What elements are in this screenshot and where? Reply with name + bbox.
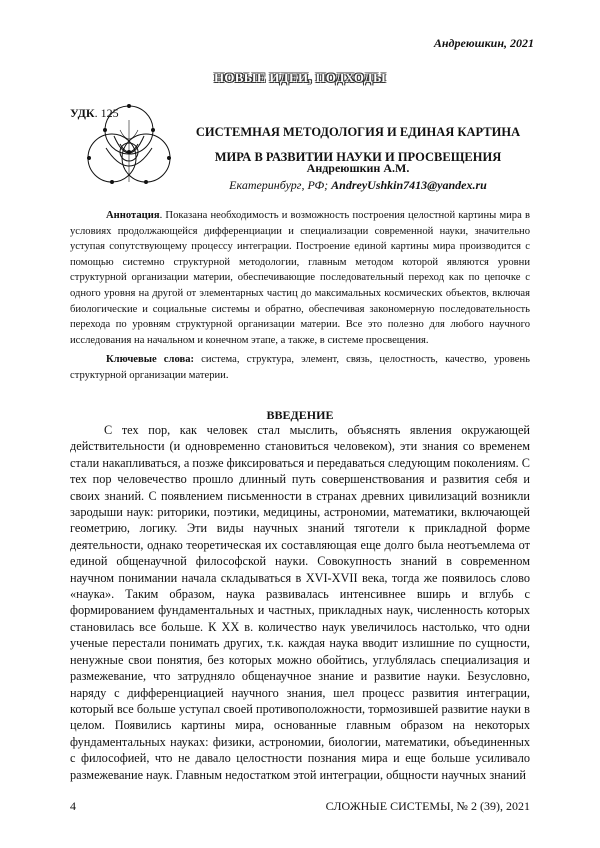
- introduction-paragraph: С тех пор, как человек стал мыслить, объяснять явления окружающей действительности (и одновременно становиться человеком), эти знания со временем стали накапливаться, а позже фиксироваться и передаваться следующим поколениям. С тех пор человечество прошло длинный путь совершенствования и развития себя и своих знаний. С появлением письменности в странах древних цивилизаций возникли зародыши наук: риторики, поэтики, медицины, астрономии, математики, включающей геометрию, логику. Эти виды научных знаний тяготели к прикладной форме деятельности, однако теоретическая их составляющая еще долго была неотъемлема от единой общенаучной философской науки. Совокупность знаний в современном научном понимании начала складываться в XVI-XVII века, тогда же появилось слово «наука». Таким образом, наука развивалась интенсивнее вширь и вглубь с формированием фундаментальных и частных, прикладных наук, численность которых становилась все больше. К XX в. количество наук увеличилось настолько, что одни ученые перестали понимать других, т.к. каждая наука вводит излишние по сущности, ненужные свои понятия, без которых можно обойтись, углублялась специализация и размежевание, что затрудняло общенаучное знание и развитие науки. Безусловно, наряду с дифференциацией научного знания, шел процесс развития интеграции, который все больше уступал своей противоположности, тормозившей развитие науки в целом. Появились картины мира, основанные главным образом на некоторых фундаментальных науках: физики, астрономии, биологии, математики, объединенных с философией, что не давало целостности познания мира и еще больше усиливало размежевание наук. Главным недостатком этой интеграции, общности научных знаний: [70, 423, 530, 782]
- section-label: НОВЫЕ ИДЕИ, ПОДХОДЫ: [213, 70, 387, 85]
- title-line-1: СИСТЕМНАЯ МЕТОДОЛОГИЯ И ЕДИНАЯ КАРТИНА: [195, 125, 521, 139]
- keywords-paragraph: [70, 352, 530, 383]
- udc-value: . 125: [94, 106, 119, 120]
- abstract-label: Аннотация: [106, 210, 160, 221]
- author-block: [178, 160, 538, 194]
- author-name: Андреюшкин А.М.: [306, 161, 410, 175]
- affiliation-city: Екатеринбург, РФ;: [229, 178, 329, 192]
- author-affiliation: [178, 177, 538, 194]
- interlocking-circles-logo: [84, 100, 174, 200]
- introduction-body: [70, 422, 530, 783]
- author-email: AndreyUshkin7413@yandex.ru: [331, 178, 487, 192]
- abstract-text: . Показана необходимость и возможность построения целостной картины мира в условиях продолжающейся дифференциации и специализации современной науки, значительно уступая сопутствующему процессу интеграции. Построение единой картины мира производится с помощью системно структурной методологии, главным методом которой являются уровни структурной организации материи, обеспечивающие последовательный переход как по цепочке с одного уровня на другой от элементарных частиц до максимальных космических объектов, включая биологические и социальные системы и обратно, обеспечивая закономерную последовательность перехода по уровням структурной организации материи. Все это полезно для любого научного исследования на начальном и конечном этапе, а также, в системе просвещения.: [70, 210, 530, 346]
- introduction-heading: ВВЕДЕНИЕ: [266, 408, 334, 422]
- page-number: 4: [70, 799, 76, 813]
- abstract-paragraph: [70, 208, 530, 348]
- abstract-block: [70, 208, 530, 384]
- title-line-2: МИРА В РАЗВИТИИ НАУКИ И ПРОСВЕЩЕНИЯ: [214, 150, 502, 164]
- header-author-year: Андреюшкин, 2021: [433, 36, 534, 50]
- keywords-text: система, структура, элемент, связь, целостность, качество, уровень структурной организации материи.: [70, 354, 530, 381]
- journal-footer: СЛОЖНЫЕ СИСТЕМЫ, № 2 (39), 2021: [325, 799, 530, 813]
- udc-label: УДК: [70, 106, 95, 120]
- keywords-label: Ключевые слова:: [106, 354, 195, 366]
